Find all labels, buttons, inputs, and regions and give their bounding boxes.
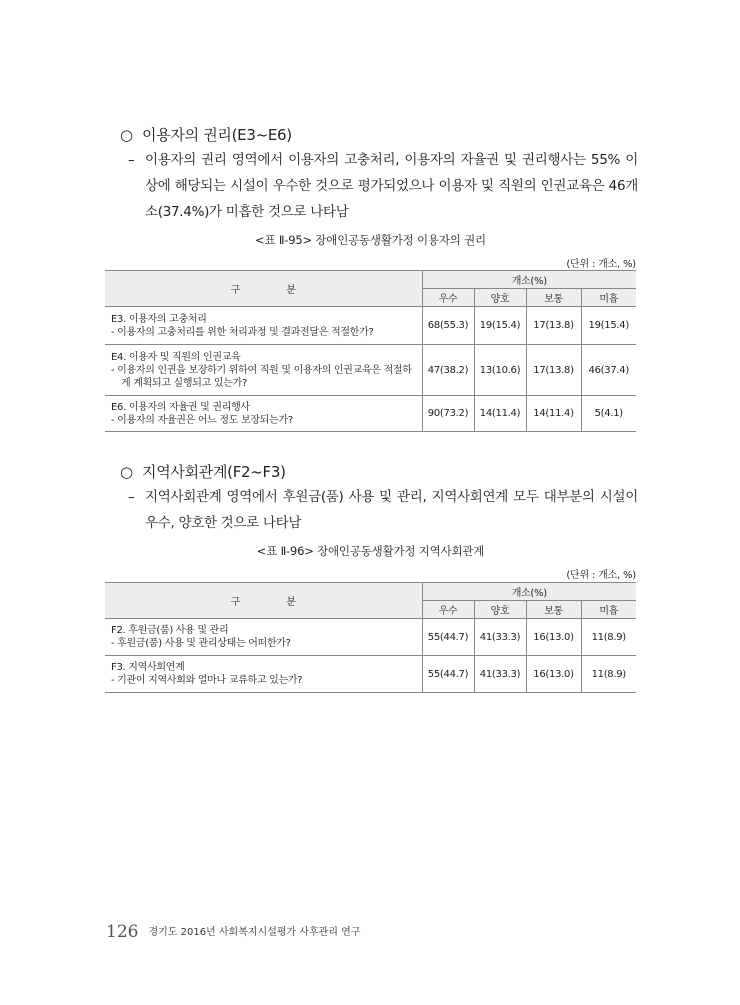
page-footer	[106, 922, 361, 942]
value-cell: 5(4.1)	[581, 396, 636, 432]
header-good: 양호	[474, 601, 526, 619]
value-cell: 17(13.8)	[526, 307, 581, 345]
table-community	[105, 582, 636, 693]
header-good: 양호	[474, 289, 526, 307]
page-number: 126	[106, 922, 139, 942]
row-label: E3. 이용자의 고충처리 - 이용자의 고충처리를 위한 처리과정 및 결과전달은 적절한가?	[105, 307, 422, 345]
table-caption-96: <표 Ⅱ-96> 장애인공동생활가정 지역사회관계	[256, 544, 485, 558]
table-rights	[105, 270, 636, 432]
value-cell: 68(55.3)	[422, 307, 474, 345]
value-cell: 47(38.2)	[422, 345, 474, 396]
header-poor: 미흡	[581, 289, 636, 307]
row-label: F3. 지역사회연계 - 기관이 지역사회와 얼마나 교류하고 있는가?	[105, 656, 422, 693]
row-label: F2. 후원금(품) 사용 및 관리 - 후원금(품) 사용 및 관리상태는 어떠한가?	[105, 619, 422, 656]
dash-bullet-icon: –	[128, 152, 135, 168]
circle-bullet-icon: ○	[120, 126, 133, 144]
footer-title: 경기도 2016년 사회복지시설평가 사후관리 연구	[148, 927, 361, 938]
value-cell: 90(73.2)	[422, 396, 474, 432]
value-cell: 16(13.0)	[526, 619, 581, 656]
paragraph-text: 지역사회관계 영역에서 후원금(품) 사용 및 관리, 지역사회연계 모두 대부분의 시설이 우수, 양호한 것으로 나타남	[145, 489, 638, 531]
table-row	[105, 307, 636, 345]
header-excellent: 우수	[422, 601, 474, 619]
value-cell: 19(15.4)	[581, 307, 636, 345]
value-cell: 55(44.7)	[422, 619, 474, 656]
table-row	[105, 345, 636, 396]
value-cell: 16(13.0)	[526, 656, 581, 693]
table-row	[105, 656, 636, 693]
header-count-percent: 개소(%)	[422, 583, 636, 601]
table-caption-95: <표 Ⅱ-95> 장애인공동생활가정 이용자의 권리	[255, 233, 486, 247]
table-row	[105, 619, 636, 656]
header-poor: 미흡	[581, 601, 636, 619]
header-gubun: 구 분	[105, 271, 422, 307]
header-gubun: 구 분	[105, 583, 422, 619]
dash-bullet-icon: –	[128, 489, 135, 505]
section-paragraph-community	[128, 484, 638, 536]
value-cell: 55(44.7)	[422, 656, 474, 693]
value-cell: 41(33.3)	[474, 656, 526, 693]
value-cell: 11(8.9)	[581, 656, 636, 693]
table-unit-95: (단위 : 개소, %)	[566, 259, 636, 270]
value-cell: 41(33.3)	[474, 619, 526, 656]
header-average: 보통	[526, 289, 581, 307]
value-cell: 11(8.9)	[581, 619, 636, 656]
value-cell: 14(11.4)	[474, 396, 526, 432]
row-label: E4. 이용자 및 직원의 인권교육 - 이용자의 인권을 보장하기 위하여 직원 및 이용자의 인권교육은 적절하게 계획되고 실행되고 있는가?	[105, 345, 422, 396]
header-count-percent: 개소(%)	[422, 271, 636, 289]
circle-bullet-icon: ○	[120, 463, 133, 481]
value-cell: 19(15.4)	[474, 307, 526, 345]
section-heading-community	[120, 461, 286, 482]
table-unit-96: (단위 : 개소, %)	[566, 570, 636, 581]
header-excellent: 우수	[422, 289, 474, 307]
table-row	[105, 396, 636, 432]
value-cell: 13(10.6)	[474, 345, 526, 396]
section-heading-text: 이용자의 권리(E3~E6)	[142, 126, 292, 144]
value-cell: 17(13.8)	[526, 345, 581, 396]
row-label: E6. 이용자의 자율권 및 권리행사 - 이용자의 자율권은 어느 정도 보장되는가?	[105, 396, 422, 432]
header-average: 보통	[526, 601, 581, 619]
section-paragraph-rights	[128, 147, 638, 225]
value-cell: 46(37.4)	[581, 345, 636, 396]
value-cell: 14(11.4)	[526, 396, 581, 432]
paragraph-text: 이용자의 권리 영역에서 이용자의 고충처리, 이용자의 자율권 및 권리행사는 55% 이상에 해당되는 시설이 우수한 것으로 평가되었으나 이용자 및 직원의 인권교육은 46개소(37.4%)가 미흡한 것으로 나타남	[145, 152, 638, 220]
section-heading-rights	[120, 124, 292, 145]
section-heading-text: 지역사회관계(F2~F3)	[142, 463, 286, 481]
